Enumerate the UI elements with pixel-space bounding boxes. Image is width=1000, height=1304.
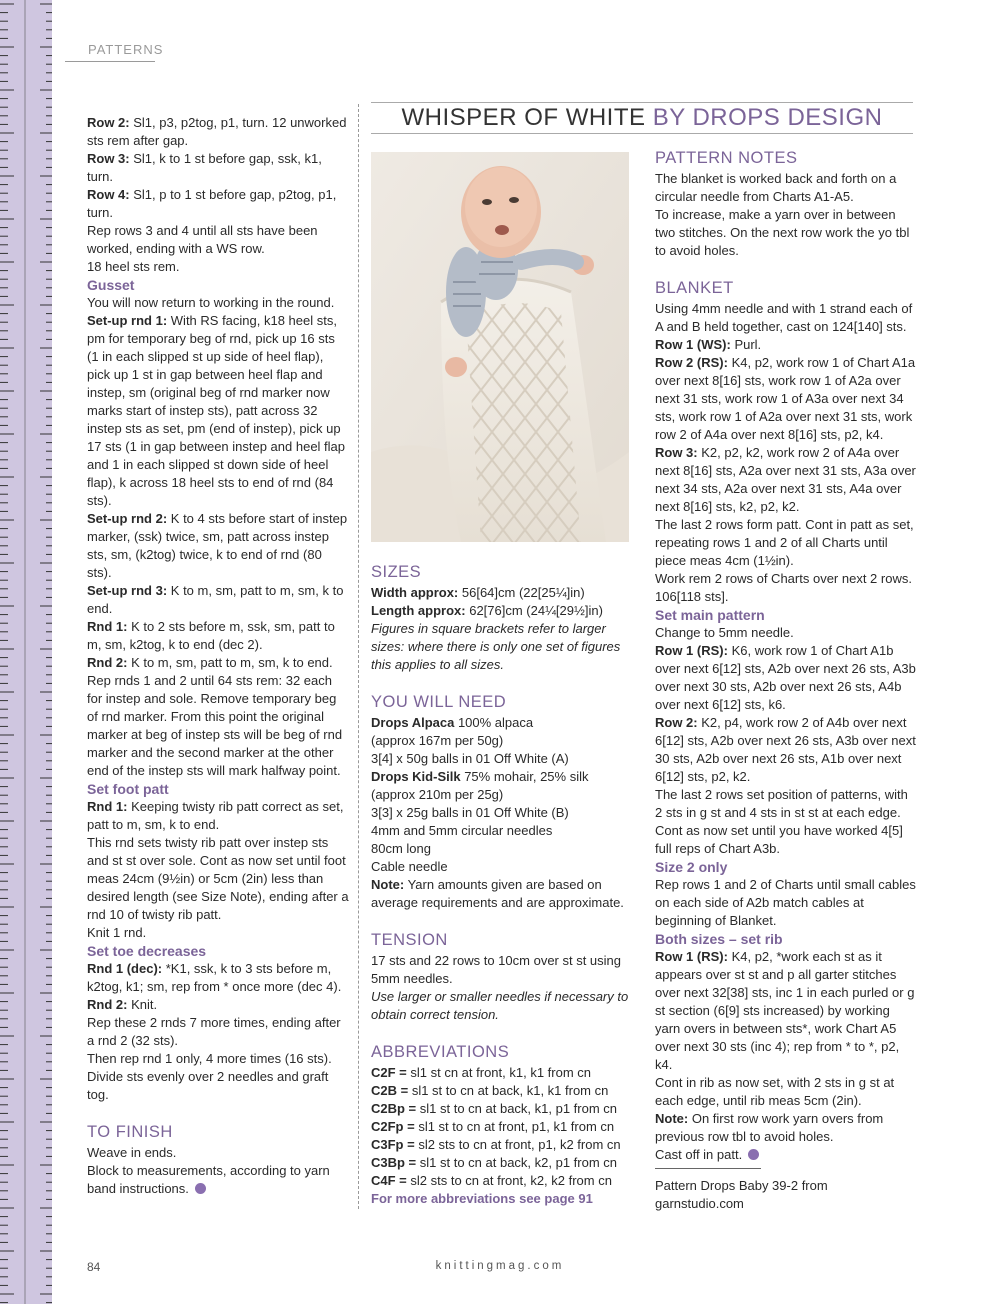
more-abbreviations-link[interactable]: For more abbreviations see page 91 xyxy=(371,1191,593,1206)
note2-label: Note: xyxy=(655,1111,689,1126)
abbr-value: sl1 st cn at front, k1, k1 from cn xyxy=(406,1065,591,1080)
abbr-key: C2B = xyxy=(371,1083,409,1098)
foot-sets-text: This rnd sets twisty rib patt over instep sts and st st over sole. Cont as now set until foot meas 24cm (9½in) or 5cm (2in) less than desired length (see Size Note), ending after a rnd 10 of twisty rib patt. xyxy=(87,835,349,922)
rep-rows-text: Rep rows 3 and 4 until all sts have been worked, ending with a WS row. xyxy=(87,223,318,256)
heel-sts-text: 18 heel sts rem. xyxy=(87,259,180,274)
length-label: Length approx: xyxy=(371,603,466,618)
both-sizes-heading: Both sizes – set rib xyxy=(655,931,783,947)
tension-heading: TENSION xyxy=(371,931,448,949)
row3-text: Sl1, k to 1 st before gap, ssk, k1, turn. xyxy=(87,151,322,184)
row4-label: Row 4: xyxy=(87,187,130,202)
blanket-row3-text: K2, p2, k2, work row 2 of A4a over next 8[16] sts, A2a over next 31 sts, A3a over next 34 sts, A2a over next 31 sts, A4a over next 8[16] sts, k2, p2, k2. xyxy=(655,445,916,514)
return-text: You will now return to working in the round. xyxy=(87,295,335,310)
main-row1-line xyxy=(655,642,917,714)
kidsilk-length: (approx 210m per 25g) xyxy=(371,787,504,802)
blanket-row3-label: Row 3: xyxy=(655,445,698,460)
row2rs-label: Row 2 (RS): xyxy=(655,355,728,370)
row4-line xyxy=(87,186,349,222)
length-line xyxy=(371,602,633,620)
yarn-ball-icon xyxy=(195,1183,206,1194)
abbr-key: C3Fp = xyxy=(371,1137,415,1152)
kidsilk-text: 75% mohair, 25% silk xyxy=(460,769,589,784)
rnd2-text: K to m, sm, patt to m, sm, k to end. xyxy=(127,655,333,670)
abbr-key: C2Fp = xyxy=(371,1119,415,1134)
row2rs-line xyxy=(655,354,917,444)
size2-text: Rep rows 1 and 2 of Charts until small cables on each side of A2b match cables at beginning of Blanket. xyxy=(655,877,916,928)
setup3-label: Set-up rnd 3: xyxy=(87,583,168,598)
alpaca-label: Drops Alpaca xyxy=(371,715,455,730)
setup2-label: Set-up rnd 2: xyxy=(87,511,168,526)
cont-rib-text: Cont in rib as now set, with 2 sts in g st at each edge, until rib meas 5cm (2in). xyxy=(655,1075,895,1108)
rib-row1-text: K4, p2, *work each st as it appears over st st and p all garter stitches over next 32[38] sts, inc 1 in each purled or g st section (6[9] sts increased) by working yarn overs in between sts*, work Chart A5 over next 30 sts (inc 4); rep from * to *, p2, k4. xyxy=(655,949,915,1072)
rnd2-label: Rnd 2: xyxy=(87,655,128,670)
change-needle-text: Change to 5mm needle. xyxy=(655,625,794,640)
baby-blanket-photo xyxy=(371,152,629,542)
abbreviations-heading: ABBREVIATIONS xyxy=(371,1043,510,1061)
set-foot-heading: Set foot patt xyxy=(87,781,169,797)
rib-row1-line xyxy=(655,948,917,1074)
cable-needle-text: Cable needle xyxy=(371,859,448,874)
alpaca-line xyxy=(371,714,633,732)
kidsilk-label: Drops Kid-Silk xyxy=(371,769,461,784)
abbr-value: sl1 st to cn at back, k2, p1 from cn xyxy=(416,1155,618,1170)
blanket-heading: BLANKET xyxy=(655,279,734,297)
main-row1-label: Row 1 (RS): xyxy=(655,643,728,658)
pattern-credit: Pattern Drops Baby 39-2 from garnstudio.com xyxy=(655,1178,828,1211)
abbr-item xyxy=(371,1154,633,1172)
row3-label: Row 3: xyxy=(87,151,130,166)
abbr-key: C2F = xyxy=(371,1065,407,1080)
toe1-line xyxy=(87,960,349,996)
divide-text: Divide sts evenly over 2 needles and graft tog. xyxy=(87,1069,329,1102)
rep-rnds-text: Rep rnds 1 and 2 until 64 sts rem: 32 each for instep and sole. Remove temporary beg of rnd marker. From this point the original marker at beg of instep sts will be beg of rnd marker and the second marker at the other end of the instep sts will mark halfway point. xyxy=(87,673,343,778)
setup1-line xyxy=(87,312,349,510)
setup3-text: K to m, sm, patt to m, sm, k to end. xyxy=(87,583,344,616)
yarn-note-label: Note: xyxy=(371,877,405,892)
row4-text: Sl1, p to 1 st before gap, p2tog, p1, turn. xyxy=(87,187,337,220)
row2rs-text: K4, p2, work row 1 of Chart A1a over next 8[16] sts, work row 1 of A2a over next 31 sts, work row 1 of A3a over next 34 sts, work row 1 of A2a over next 31 sts, work row 2 of A4a over next 8[16] sts, p2, k4. xyxy=(655,355,916,442)
cast-off-line xyxy=(655,1146,917,1164)
setup3-line xyxy=(87,582,349,618)
main-row2-text: K2, p4, work row 2 of A4b over next 6[12] sts, A2b over next 26 sts, A3b over next 30 sts, A2b over next 26 sts, A1b over next 6[12] sts, p2, k2. xyxy=(655,715,916,784)
kidsilk-balls: 3[3] x 25g balls in 01 Off White (B) xyxy=(371,805,569,820)
rnd1-line xyxy=(87,618,349,654)
foot1-line xyxy=(87,798,349,834)
gusset-heading: Gusset xyxy=(87,277,135,293)
page-number: 84 xyxy=(87,1260,101,1274)
column-divider xyxy=(358,104,359,1209)
pattern-notes-heading: PATTERN NOTES xyxy=(655,149,798,167)
toe2-text: Knit. xyxy=(127,997,158,1012)
block-line xyxy=(87,1162,349,1198)
yarn-note-line xyxy=(371,876,633,912)
column-right xyxy=(655,148,917,1213)
notes-text-1: The blanket is worked back and forth on a circular needle from Charts A1-A5. xyxy=(655,171,897,204)
ruler-strip xyxy=(0,0,52,1304)
yarn-ball-icon xyxy=(748,1149,759,1160)
setup1-label: Set-up rnd 1: xyxy=(87,313,168,328)
section-rule xyxy=(65,61,155,62)
abbr-value: sl1 st to cn at front, p1, k1 from cn xyxy=(414,1119,615,1134)
tension-text: 17 sts and 22 rows to 10cm over st st using 5mm needles. xyxy=(371,953,622,986)
last2b-text: The last 2 rows set position of patterns, with 2 sts in g st and 4 sts in st st at each edge. Cont as now set until you have worked 4[5] full reps of Chart A3b. xyxy=(655,787,908,856)
rep2-text: Rep these 2 rnds 7 more times, ending after a rnd 2 (32 sts). xyxy=(87,1015,341,1048)
abbr-item xyxy=(371,1064,633,1082)
toe2-label: Rnd 2: xyxy=(87,997,128,1012)
rep1-text: Then rep rnd 1 only, 4 more times (16 sts). xyxy=(87,1051,332,1066)
length-text: 62[76]cm (24¼[29½]in) xyxy=(465,603,603,618)
abbr-value: sl1 st to cn at back, k1, p1 from cn xyxy=(416,1101,618,1116)
row2-line xyxy=(87,114,349,150)
note2-text: On first row work yarn overs from previous row tbl to avoid holes. xyxy=(655,1111,884,1144)
abbr-key: C4F = xyxy=(371,1173,407,1188)
abbr-item xyxy=(371,1118,633,1136)
rnd1-text: K to 2 sts before m, ssk, sm, patt to m, sm, k2tog, k to end (dec 2). xyxy=(87,619,335,652)
alpaca-length: (approx 167m per 50g) xyxy=(371,733,504,748)
abbr-value: sl1 st to cn at back, k1, k1 from cn xyxy=(408,1083,609,1098)
row1ws-line xyxy=(655,336,917,354)
photo-illustration xyxy=(371,152,629,542)
needles-text: 4mm and 5mm circular needles xyxy=(371,823,553,838)
title-main: WHISPER OF WHITE xyxy=(401,104,646,131)
knit1-text: Knit 1 rnd. xyxy=(87,925,147,940)
rib-row1-label: Row 1 (RS): xyxy=(655,949,728,964)
row2-label: Row 2: xyxy=(87,115,130,130)
set-toe-heading: Set toe decreases xyxy=(87,943,207,959)
row1ws-text: Purl. xyxy=(730,337,762,352)
work-rem-text: Work rem 2 rows of Charts over next 2 rows. 106[118 sts]. xyxy=(655,571,912,604)
setup1-text: With RS facing, k18 heel sts, pm for temporary beg of rnd, pick up 16 sts (1 in each slipped st up side of heel flap), pick up 1 st in gap between heel flap and instep, sm (original beg of rnd marker now marks start of instep sts), patt across 32 instep sts as set, pm (end of instep), pick up 17 sts (1 in gap between instep and heel flap and 1 in each slipped st down side of heel flap), k across 18 heel sts to end of rnd (84 sts). xyxy=(87,313,346,508)
abbr-key: C3Bp = xyxy=(371,1155,417,1170)
title-sub: BY DROPS DESIGN xyxy=(652,104,883,131)
needles-length: 80cm long xyxy=(371,841,431,856)
width-label: Width approx: xyxy=(371,585,459,600)
main-row2-line xyxy=(655,714,917,786)
title-rule-top xyxy=(371,102,913,103)
blanket-row3-line xyxy=(655,444,917,516)
column-left xyxy=(87,114,349,1198)
to-finish-heading: TO FINISH xyxy=(87,1123,173,1141)
rnd1-label: Rnd 1: xyxy=(87,619,128,634)
yarn-note-text: Yarn amounts given are based on average requirements and are approximate. xyxy=(371,877,624,910)
abbr-key: C2Bp = xyxy=(371,1101,417,1116)
toe2-line xyxy=(87,996,349,1014)
block-text: Block to measurements, according to yarn band instructions. xyxy=(87,1163,330,1196)
alpaca-text: 100% alpaca xyxy=(454,715,534,730)
toe1-label: Rnd 1 (dec): xyxy=(87,961,163,976)
sizes-heading: SIZES xyxy=(371,563,422,581)
footer-website: knittingmag.com xyxy=(435,1260,565,1272)
main-row1-text: K6, work row 1 of Chart A1b over next 6[12] sts, A2b over next 26 sts, A3b over next 30 sts, A2b over next 26 sts, A4b over next 6[12] sts, k6. xyxy=(655,643,916,712)
set-main-heading: Set main pattern xyxy=(655,607,765,623)
alpaca-balls: 3[4] x 50g balls in 01 Off White (A) xyxy=(371,751,569,766)
weave-text: Weave in ends. xyxy=(87,1145,177,1160)
width-text: 56[64]cm (22[25¼]in) xyxy=(458,585,585,600)
foot1-text: Keeping twisty rib patt correct as set, patt to m, sm, k to end. xyxy=(87,799,344,832)
last2-text: The last 2 rows form patt. Cont in patt as set, repeating rows 1 and 2 of all Charts until piece meas 4cm (1½in). xyxy=(655,517,914,568)
width-line xyxy=(371,584,633,602)
main-row2-label: Row 2: xyxy=(655,715,698,730)
row1ws-label: Row 1 (WS): xyxy=(655,337,731,352)
foot1-label: Rnd 1: xyxy=(87,799,128,814)
rnd2-line xyxy=(87,654,349,672)
article-title xyxy=(371,104,913,132)
setup2-text: K to 4 sts before start of instep marker, (ssk) twice, sm, patt across instep sts, sm, (k2tog) twice, k to end of rnd (80 sts). xyxy=(87,511,348,580)
row3-line xyxy=(87,150,349,186)
cast-off-text: Cast off in patt. xyxy=(655,1147,743,1162)
abbr-item xyxy=(371,1136,633,1154)
note2-line xyxy=(655,1110,917,1146)
abbr-item xyxy=(371,1172,633,1190)
notes-text-2: To increase, make a yarn over in between two stitches. On the next row work the yo tbl to avoid holes. xyxy=(655,207,910,258)
toe1-text: *K1, ssk, k to 3 sts before m, k2tog, k1; sm, rep from * once more (dec 4). xyxy=(87,961,342,994)
size2-heading: Size 2 only xyxy=(655,859,728,875)
setup2-line xyxy=(87,510,349,582)
abbr-value: sl2 sts to cn at front, p1, k2 from cn xyxy=(414,1137,621,1152)
tension-note: Use larger or smaller needles if necessary to obtain correct tension. xyxy=(371,989,629,1022)
credit-rule xyxy=(655,1168,761,1169)
abbr-item xyxy=(371,1082,633,1100)
section-label: PATTERNS xyxy=(88,42,164,57)
column-middle xyxy=(371,562,633,1208)
row2-text: Sl1, p3, p2tog, p1, turn. 12 unworked sts rem after gap. xyxy=(87,115,347,148)
figures-note: Figures in square brackets refer to larger sizes: where there is only one set of figures this applies to all sizes. xyxy=(371,621,621,672)
ruler-ticks xyxy=(0,0,52,1304)
kidsilk-line xyxy=(371,768,633,786)
cast-on-text: Using 4mm needle and with 1 strand each of A and B held together, cast on 124[140] sts. xyxy=(655,301,913,334)
abbr-value: sl2 sts to cn at front, k2, k2 from cn xyxy=(406,1173,612,1188)
you-will-need-heading: YOU WILL NEED xyxy=(371,693,507,711)
abbr-item xyxy=(371,1100,633,1118)
title-rule-bottom xyxy=(371,133,913,134)
